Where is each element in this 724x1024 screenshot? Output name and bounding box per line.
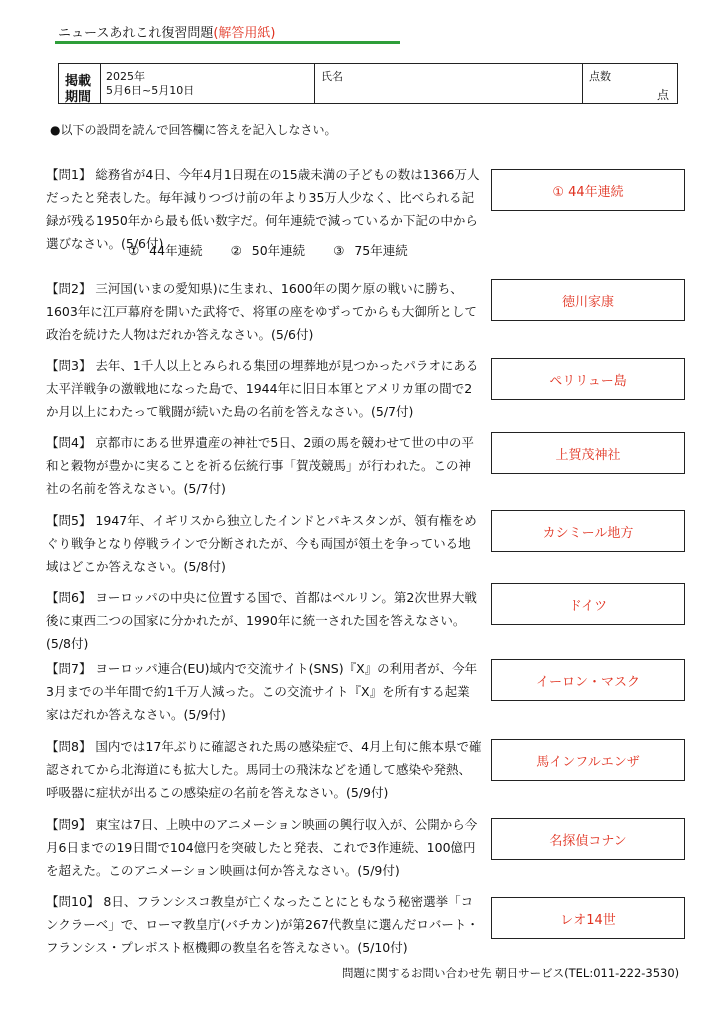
choice-2: ② 50年連続	[230, 243, 306, 258]
answer-box-5[interactable]: カシミール地方	[491, 510, 685, 552]
question-1: 【問1】 総務省が4日、今年4月1日現在の15歳未満の子どもの数は1366万人だったと発表した。毎年減りつづけ前の年より35万人少なく、比べられる記録が残る1950年から最も低い数字だ。何年連続で減っているか下記の中から選びなさい。(5/6付)	[46, 167, 480, 251]
choices	[128, 241, 426, 259]
instruction: ●以下の設問を読んで回答欄に答えを記入しなさい。	[50, 123, 337, 137]
name-label: 氏名	[321, 70, 343, 83]
answer-box-2[interactable]: 徳川家康	[491, 279, 685, 321]
period-label-2: 期間	[65, 90, 92, 105]
question-2: 【問2】 三河国(いまの愛知県)に生まれ、1600年の関ケ原の戦いに勝ち、1603年に江戸幕府を開いた武将で、将軍の座をゆずってからも大御所として政治を続けた人物はだれか答えなさい。(5/6付)	[46, 281, 477, 342]
question-9: 【問9】 東宝は7日、上映中のアニメーション映画の興行収入が、公開から今月6日までの19日間で104億円を突破したと発表、これで3作連続、100億円を超えた。このアニメーション映画は何か答えなさい。(5/9付)	[46, 817, 478, 878]
answer-box-10[interactable]: レオ14世	[491, 897, 685, 939]
question-6: 【問6】 ヨーロッパの中央に位置する国で、首都はベルリン。第2次世界大戦後に東西二つの国家に分かれたが、1990年に統一された国を答えなさい。(5/8付)	[46, 590, 477, 651]
period-label-cell	[59, 64, 101, 103]
period-value	[106, 70, 194, 98]
period-cell	[101, 64, 315, 103]
answer-box-4[interactable]: 上賀茂神社	[491, 432, 685, 474]
choice-1: ① 44年連続	[128, 243, 203, 258]
contact-footer: 問題に関するお問い合わせ先 朝日サービス(TEL:011-222-3530)	[342, 966, 680, 980]
question-7: 【問7】 ヨーロッパ連合(EU)域内で交流サイト(SNS)『X』の利用者が、今年3月までの半年間で約1千万人減った。この交流サイト『X』を所有する起業家はだれか答えなさい。(5/9付)	[46, 661, 478, 722]
answer-box-8[interactable]: 馬インフルエンザ	[491, 739, 685, 781]
period-dates: 5月6日~5月10日	[106, 84, 195, 97]
info-table	[58, 63, 678, 104]
question-5: 【問5】 1947年、イギリスから独立したインドとパキスタンが、領有権をめぐり戦争となり停戦ラインで分断されたが、今も両国が領土を争っている地域はどこか答えなさい。(5/8付)	[46, 513, 477, 574]
question-8: 【問8】 国内では17年ぶりに確認された馬の感染症で、4月上旬に熊本県で確認されてから北海道にも拡大した。馬同士の飛沫などを通して感染や発熱、呼吸器に症状が出るこの感染症の名前を答えなさい。(5/9付)	[46, 739, 482, 800]
title-sub: (解答用紙)	[213, 26, 276, 41]
period-year: 2025年	[106, 70, 145, 83]
question-3: 【問3】 去年、1千人以上とみられる集団の埋葬地が見つかったパラオにある太平洋戦争の激戦地になった島で、1944年に旧日本軍とアメリカ軍の間で2か月以上にわたって戦闘が続いた島の名前を答えなさい。(5/7付)	[46, 358, 479, 419]
question-4: 【問4】 京都市にある世界遺産の神社で5日、2頭の馬を競わせて世の中の平和と穀物が豊かに実ることを祈る伝統行事「賀茂競馬」が行われた。この神社の名前を答えなさい。(5/7付)	[46, 435, 474, 496]
answer-box-7[interactable]: イーロン・マスク	[491, 659, 685, 701]
page-title	[58, 22, 276, 41]
title-main: ニュースあれこれ復習問題	[58, 26, 214, 41]
answer-box-1[interactable]: ① 44年連続	[491, 169, 685, 211]
answer-box-9[interactable]: 名探偵コナン	[491, 818, 685, 860]
score-unit: 点	[656, 88, 669, 102]
question-10: 【問10】 8日、フランシスコ教皇が亡くなったことにともなう秘密選挙「コンクラーベ」で、ローマ教皇庁(バチカン)が第267代教皇に選んだロバート・フランシス・プレボスト枢機卿の教皇名を答えなさい。(5/10付)	[46, 894, 479, 955]
period-label-1: 掲載	[65, 74, 92, 89]
answer-box-3[interactable]: ペリリュー島	[491, 358, 685, 400]
choice-3: ③ 75年連続	[333, 243, 408, 258]
score-label: 点数	[589, 70, 611, 83]
name-cell[interactable]	[315, 64, 583, 103]
answer-box-6[interactable]: ドイツ	[491, 583, 685, 625]
title-underline	[55, 41, 400, 44]
